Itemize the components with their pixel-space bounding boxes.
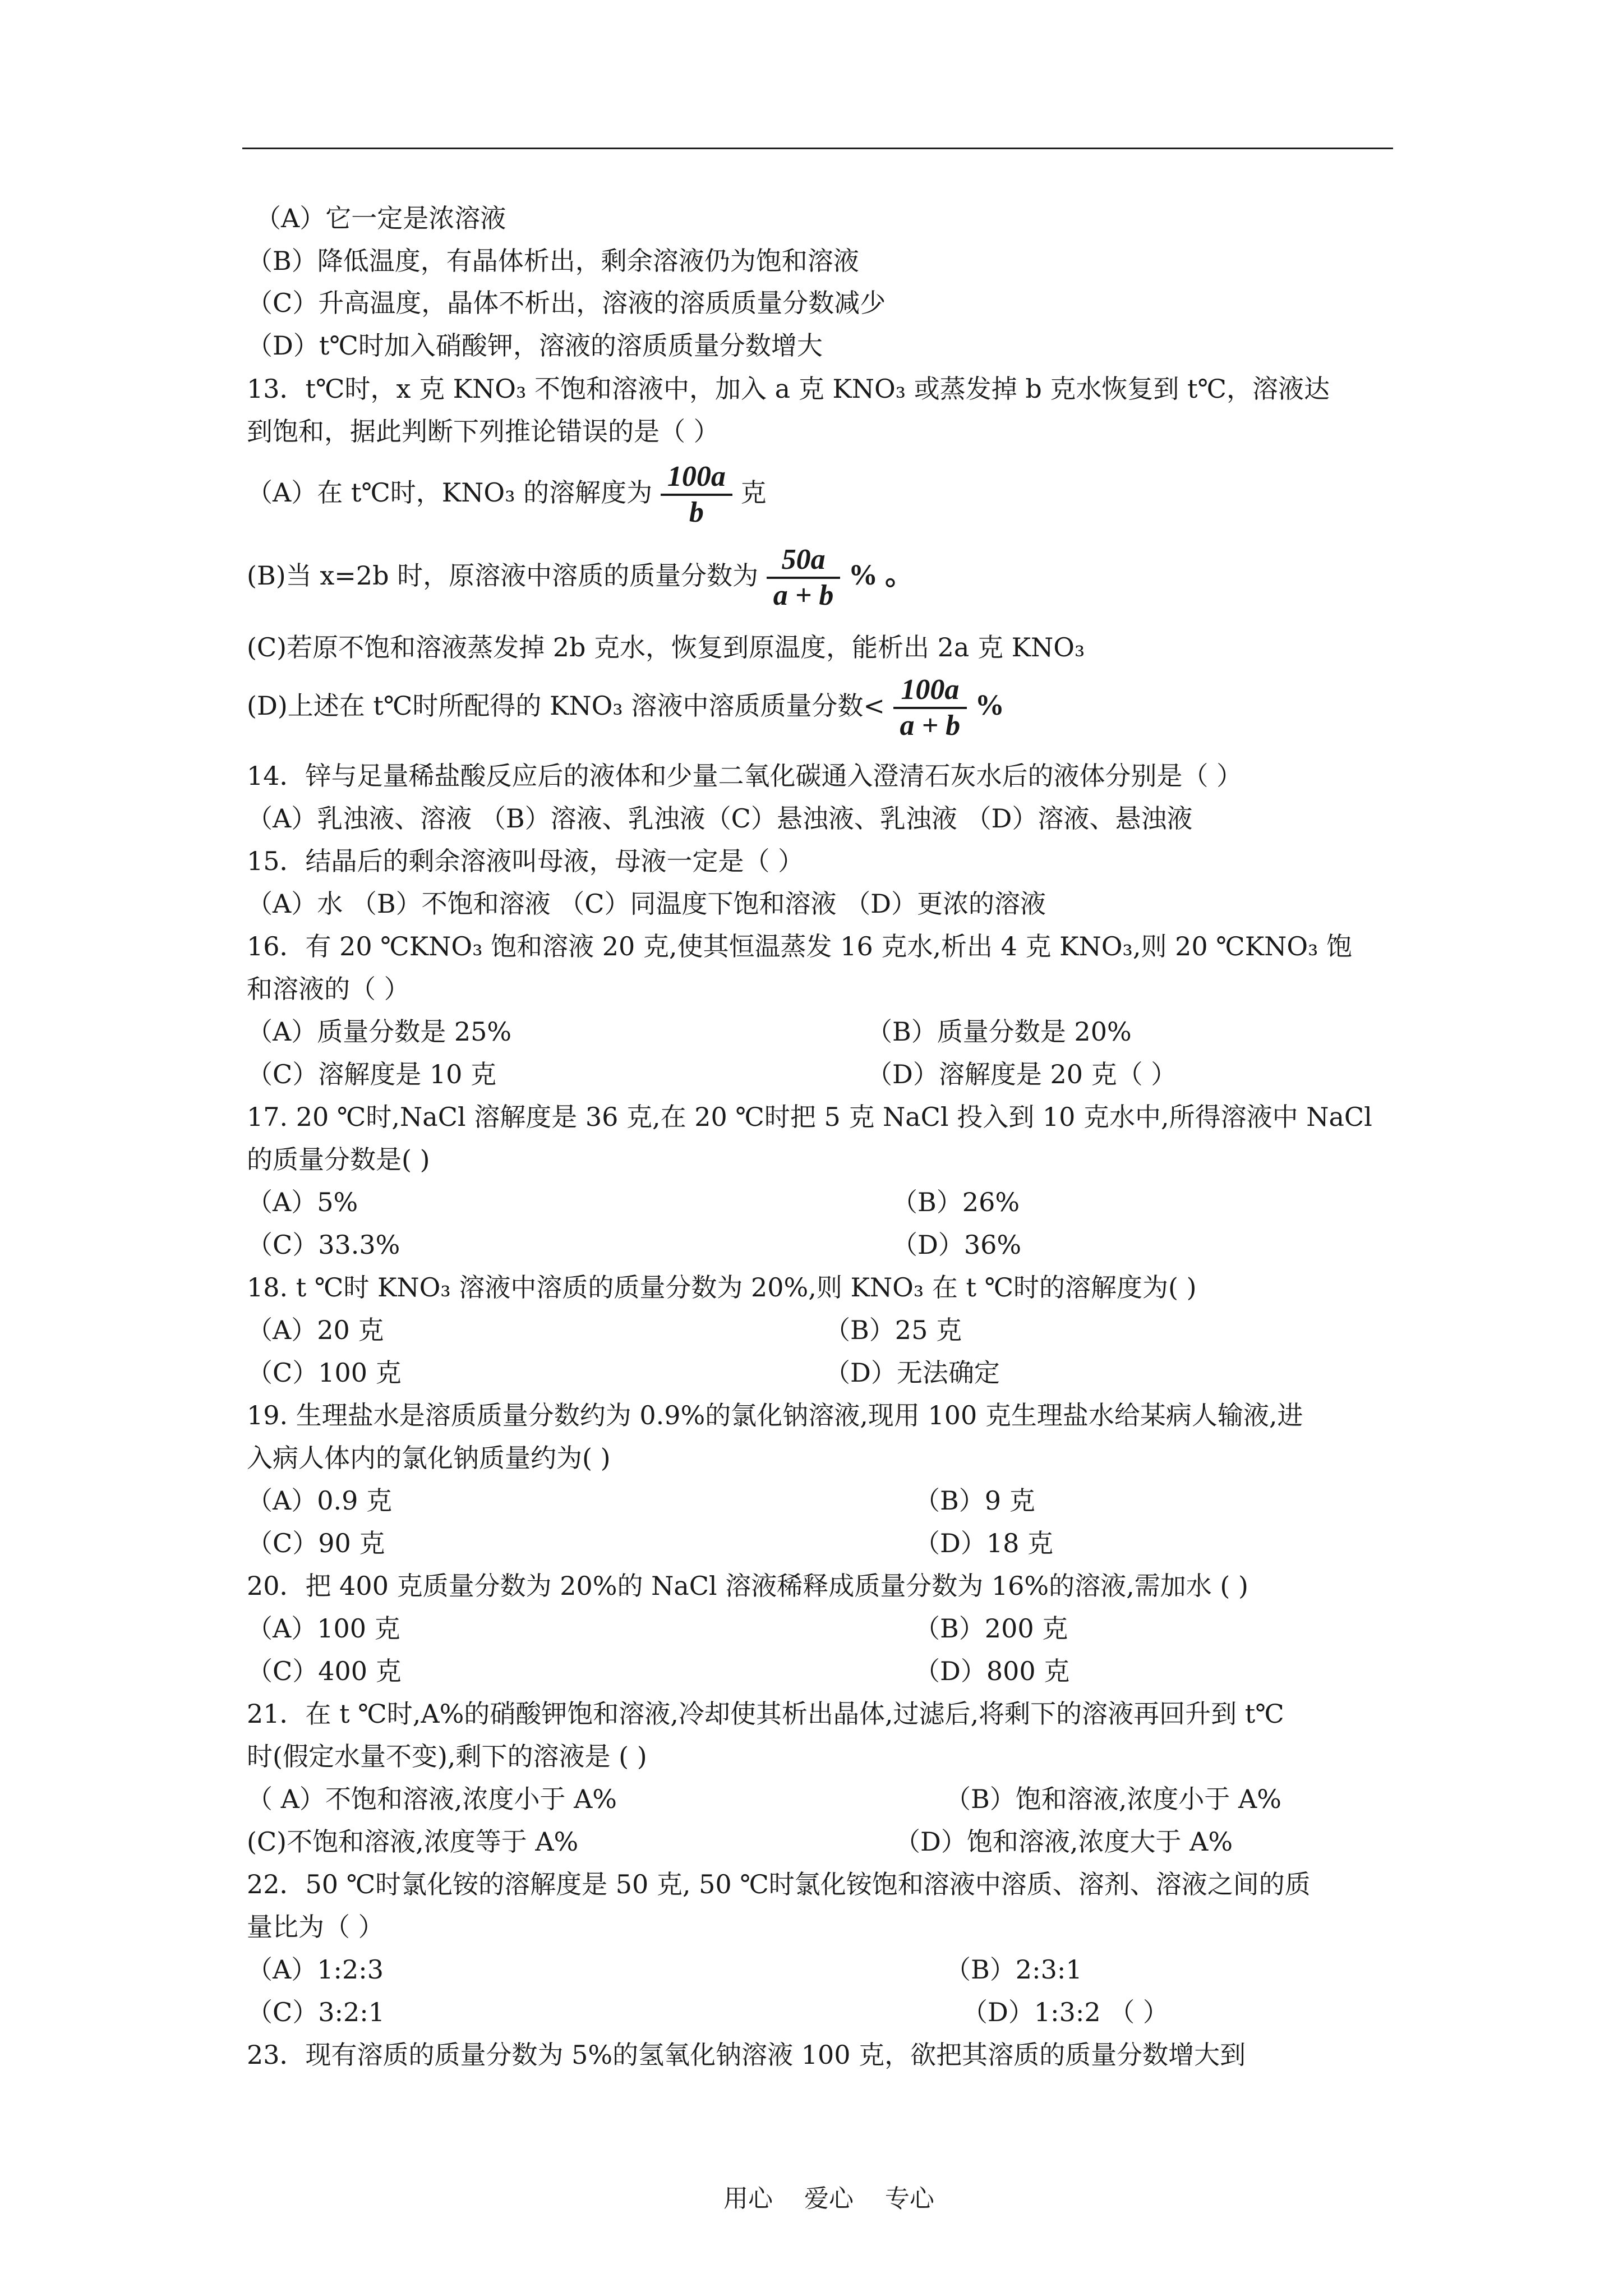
q19-option-b: （B）9 克: [914, 1485, 1035, 1516]
q17-option-c: （C）33.3%: [247, 1230, 400, 1260]
fraction-denominator: a + b: [773, 579, 834, 611]
q22-stem-line2: 量比为（ ）: [247, 1912, 384, 1942]
q12-option-a: （A）它一定是浓溶液: [255, 203, 506, 233]
q15-stem: 15．结晶后的剩余溶液叫母液，母液一定是（ ）: [247, 846, 804, 876]
fraction-denominator: b: [689, 496, 704, 528]
q16-option-a: （A）质量分数是 25%: [247, 1016, 512, 1047]
q22-option-b: （B）2:3:1: [945, 1954, 1082, 1985]
q12-option-d: （D）t℃时加入硝酸钾，溶液的溶质质量分数增大: [247, 330, 823, 361]
q18-stem: 18. t ℃时 KNO₃ 溶液中溶质的质量分数为 20%,则 KNO₃ 在 t ℃时的溶解度为( ): [247, 1272, 1197, 1303]
q16-option-c: （C）溶解度是 10 克: [247, 1059, 496, 1089]
q12-option-c: （C）升高温度，晶体不析出，溶液的溶质质量分数减少: [247, 288, 886, 318]
q23-stem-line1: 23．现有溶质的质量分数为 5%的氢氧化钠溶液 100 克，欲把其溶质的质量分数增大到: [247, 2040, 1246, 2070]
q16-option-b: （B）质量分数是 20%: [866, 1016, 1132, 1047]
q16-stem-line1: 16．有 20 ℃KNO₃ 饱和溶液 20 克,使其恒温蒸发 16 克水,析出 4 克 KNO₃,则 20 ℃KNO₃ 饱: [247, 931, 1353, 961]
q21-option-d: （D）饱和溶液,浓度大于 A%: [895, 1826, 1233, 1857]
q13-option-c: (C)若原不饱和溶液蒸发掉 2b 克水，恢复到原温度，能析出 2a 克 KNO₃: [247, 632, 1085, 662]
q13-option-d-percent: %: [975, 689, 1004, 721]
q12-option-b: （B）降低温度，有晶体析出，剩余溶液仍为饱和溶液: [247, 246, 859, 276]
q18-option-b: （B）25 克: [824, 1315, 962, 1345]
q19-option-a: （A）0.9 克: [247, 1485, 392, 1516]
q17-stem-line1: 17. 20 ℃时,NaCl 溶解度是 36 克,在 20 ℃时把 5 克 NaCl 投入到 10 克水中,所得溶液中 NaCl: [247, 1102, 1372, 1132]
q13-option-a-fraction: [661, 460, 732, 530]
q19-stem-line1: 19. 生理盐水是溶质质量分数约为 0.9%的氯化钠溶液,现用 100 克生理盐水给某病人输液,进: [247, 1400, 1303, 1430]
q19-stem-line2: 入病人体内的氯化钠质量约为( ): [247, 1443, 611, 1473]
q17-stem-line2: 的质量分数是( ): [247, 1144, 430, 1175]
q16-option-d: （D）溶解度是 20 克（ ）: [866, 1059, 1177, 1089]
q13-option-d-fraction: [893, 673, 967, 743]
q21-stem-line2: 时(假定水量不变),剩下的溶液是 ( ): [247, 1741, 647, 1772]
q18-option-c: （C）100 克: [247, 1358, 402, 1388]
q17-option-a: （A）5%: [247, 1187, 358, 1217]
q17-option-b: （B）26%: [892, 1187, 1020, 1217]
q21-option-a: （ A）不饱和溶液,浓度小于 A%: [247, 1784, 617, 1814]
q14-options: （A）乳浊液、溶液 （B）溶液、乳浊液（C）悬浊液、乳浊液 （D）溶液、悬浊液: [247, 803, 1193, 834]
q16-stem-line2: 和溶液的（ ）: [247, 974, 410, 1004]
q13-option-a-text: （A）在 t℃时，KNO₃ 的溶解度为: [247, 477, 653, 508]
q21-stem-line1: 21．在 t ℃时,A%的硝酸钾饱和溶液,冷却使其析出晶体,过滤后,将剩下的溶液再回升到 t℃: [247, 1699, 1284, 1729]
q13-option-b-text: (B)当 x=2b 时，原溶液中溶质的质量分数为: [247, 560, 759, 591]
q13-option-b: [247, 543, 914, 613]
q18-option-a: （A）20 克: [247, 1315, 384, 1345]
q20-option-c: （C）400 克: [247, 1656, 402, 1686]
fraction-denominator: a + b: [900, 710, 961, 742]
q13-option-a-unit: 克: [740, 477, 767, 508]
q22-stem-line1: 22．50 ℃时氯化铵的溶解度是 50 克, 50 ℃时氯化铵饱和溶液中溶质、溶剂、溶液之间的质: [247, 1869, 1311, 1899]
q13-option-a: [247, 460, 766, 530]
q13-option-b-fraction: [767, 543, 841, 613]
q15-options: （A）水 （B）不饱和溶液 （C）同温度下饱和溶液 （D）更浓的溶液: [247, 889, 1046, 919]
q20-option-d: （D）800 克: [914, 1656, 1070, 1686]
page-footer: 用心 爱心 专心: [723, 2184, 934, 2213]
q19-option-c: （C）90 克: [247, 1528, 385, 1558]
q14-stem: 14．锌与足量稀盐酸反应后的液体和少量二氧化碳通入澄清石灰水后的液体分别是（ ）: [247, 761, 1243, 791]
q20-option-b: （B）200 克: [914, 1613, 1068, 1644]
q22-option-a: （A）1:2:3: [247, 1954, 384, 1985]
q20-stem: 20．把 400 克质量分数为 20%的 NaCl 溶液稀释成质量分数为 16%的溶液,需加水 ( ): [247, 1571, 1248, 1601]
q13-option-d: [247, 673, 1004, 743]
header-rule: [242, 148, 1393, 149]
q13-stem-line1: 13．t℃时，x 克 KNO₃ 不饱和溶液中，加入 a 克 KNO₃ 或蒸发掉 b 克水恢复到 t℃，溶液达: [247, 374, 1330, 404]
q18-option-d: （D）无法确定: [824, 1358, 1000, 1388]
q22-option-d: （D）1:3:2 （ ）: [962, 1997, 1169, 2027]
q13-option-b-percent: % 。: [849, 559, 915, 591]
q21-option-b: （B）饱和溶液,浓度小于 A%: [945, 1784, 1281, 1814]
q20-option-a: （A）100 克: [247, 1613, 400, 1644]
fraction-numerator: 100a: [667, 461, 726, 493]
fraction-numerator: 50a: [781, 544, 826, 576]
q13-option-d-text: (D)上述在 t℃时所配得的 KNO₃ 溶液中溶质质量分数<: [247, 691, 885, 721]
q19-option-d: （D）18 克: [914, 1528, 1054, 1558]
q17-option-d: （D）36%: [892, 1230, 1022, 1260]
fraction-numerator: 100a: [901, 674, 960, 706]
q21-option-c: (C)不饱和溶液,浓度等于 A%: [247, 1826, 579, 1857]
q13-stem-line2: 到饱和，据此判断下列推论错误的是（ ）: [247, 416, 720, 447]
q22-option-c: （C）3:2:1: [247, 1997, 385, 2027]
